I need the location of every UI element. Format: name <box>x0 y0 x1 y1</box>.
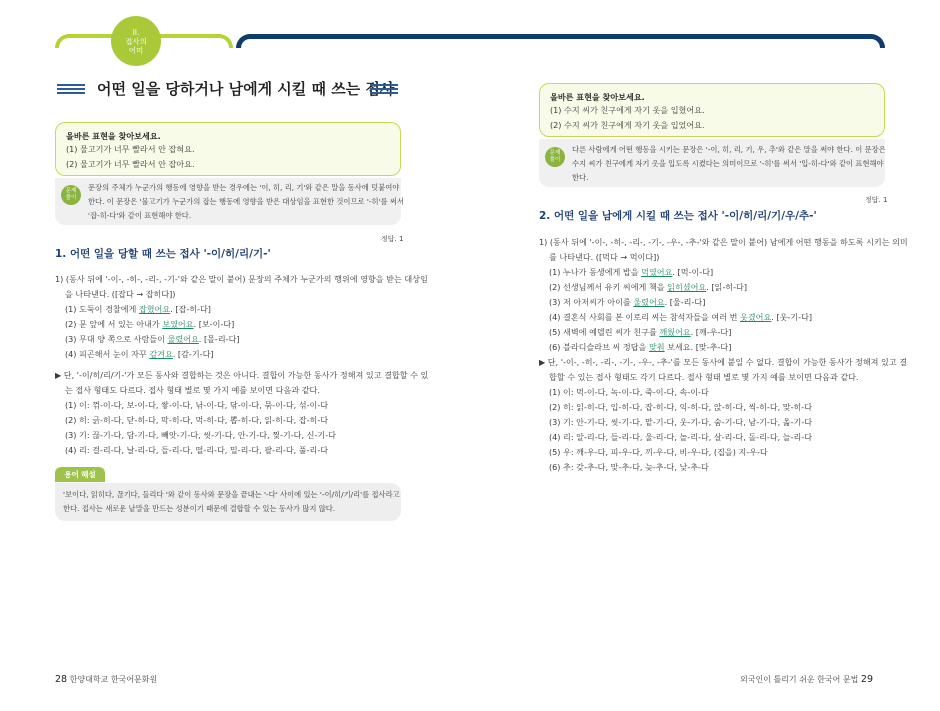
example-text: . [먹-이-다] <box>672 267 714 277</box>
example-item <box>549 325 908 340</box>
form-item: (4) 리: 알-리-다, 들-리-다, 울-리-다, 놀-리-다, 살-리-다, 돌-리-다, 늘-리-다 <box>549 432 813 442</box>
form-item: (2) 히: 읽-히-다, 입-히-다, 잡-히-다, 익-히-다, 앉-히-다, 씩-히-다, 맞-히-다 <box>549 402 813 412</box>
paragraph-line: 1) (동사 뒤에 '-이-, -히-, -리-, -기-'와 같은 말이 붙어) 문장의 주체가 누군가의 행위에 영향을 받는 대상임 <box>55 274 428 284</box>
section-note <box>539 355 907 475</box>
example-item <box>65 332 428 347</box>
footer-text: 한양대학교 한국어문화원 <box>69 675 158 684</box>
example-highlight: 물렸어요 <box>167 334 199 344</box>
glossary-box <box>55 483 401 521</box>
section-body <box>539 235 908 355</box>
example-item <box>549 295 908 310</box>
explanation-line: 다른 사람에게 어떤 행동을 시키는 문장은 '-이, 히, 리, 기, 우, 추'와 같은 말을 써야 한다. 이 문장은 <box>572 145 886 154</box>
example-text: (5) 새벽에 예델린 씨가 친구를 <box>549 327 660 337</box>
section-body <box>55 272 428 362</box>
form-list <box>539 385 907 475</box>
paragraph-line: 을 나타낸다. ([잡다 → 잡히다]) <box>65 289 176 299</box>
tag-text: 문제 <box>549 150 561 156</box>
tag-text: 풀이 <box>549 157 561 163</box>
footer-right <box>740 674 873 685</box>
example-text: . [몰-리-다] <box>198 334 240 344</box>
example-list <box>539 265 908 355</box>
footer-text: 외국인이 틀리기 쉬운 한국어 문법 <box>740 675 859 684</box>
example-text: . [울-리-다] <box>664 297 706 307</box>
title-deco-right <box>370 84 398 94</box>
question-box <box>55 122 401 176</box>
section-title: 1. 어떤 일을 당할 때 쓰는 접사 '-이/히/리/기-' <box>55 248 271 260</box>
explanation-tag <box>545 147 565 167</box>
glossary-line: '보이다, 읽히다, 끊기다, 들리다 '와 같이 동사와 문장을 끝내는 '-다' 사이에 있는 '-이/히/기/리'를 접사라고 <box>63 490 400 499</box>
form-item: (3) 기: 안-기-다, 씻-기-다, 맡-기-다, 웃-기-다, 숨-기-다, 남-기-다, 옮-기-다 <box>549 417 813 427</box>
example-text: . [읽-히-다] <box>706 282 748 292</box>
example-text: (1) 도둑이 경찰에게 <box>65 304 139 314</box>
form-item: (4) 리: 걸-리-다, 날-리-다, 들-리-다, 떨-리-다, 밀-리-다, 팔-리-다, 풀-리-다 <box>65 445 329 455</box>
example-list <box>55 302 428 362</box>
example-highlight: 맞춰 <box>648 342 665 352</box>
example-item <box>65 347 428 362</box>
badge-line: 어미 <box>128 46 144 55</box>
explanation-line: 수지 씨가 친구에게 자기 옷을 입도록 시켰다는 의미이므로 '-히'를 써서 '입-히-다'와 같이 표현해야 <box>572 159 884 168</box>
example-text: . [보-이-다] <box>193 319 235 329</box>
example-highlight: 감겨요 <box>149 349 173 359</box>
example-item <box>549 310 908 325</box>
example-text: (4) 피곤해서 눈이 자꾸 <box>65 349 150 359</box>
paragraph-line: 를 나타낸다. ([먹다 → 먹이다]) <box>549 252 660 262</box>
form-item: (5) 우: 깨-우-다, 피-우-다, 끼-우-다, 비-우-다, (집을) 지-우-다 <box>549 447 768 457</box>
chapter-header-bar-right <box>236 34 885 48</box>
question-option: (2) 수지 씨가 친구에게 자기 옷을 입었어요. <box>550 120 705 130</box>
answer-label: 정답. 1 <box>381 235 404 243</box>
badge-line: 접사의 <box>125 37 147 46</box>
paragraph-line: 는 접사 형태도 다르다. 접사 형태 별로 몇 가지 예를 보이면 다음과 같다. <box>65 385 320 395</box>
form-item: (3) 기: 끊-기-다, 담-기-다, 빼앗-기-다, 씻-기-다, 안-기-다, 찢-기-다, 신-기-다 <box>65 430 336 440</box>
example-text: (2) 선생님께서 유키 씨에게 책을 <box>549 282 668 292</box>
explanation-text <box>572 143 886 185</box>
example-text: (4) 결혼식 사회를 본 이로리 씨는 참석자들을 여러 번 <box>549 312 740 322</box>
example-item <box>549 265 908 280</box>
paragraph-line: 1) (동사 뒤에 '-이-, -히-, -리-, -기-, -우-, -추-'와 같은 말이 붙어) 남에게 어떤 행동을 하도록 시키는 의미 <box>539 237 908 247</box>
example-highlight: 먹였어요 <box>641 267 673 277</box>
example-text: (3) 무대 양 쪽으로 사람들이 <box>65 334 168 344</box>
answer-label: 정답. 1 <box>865 196 888 204</box>
example-text: (2) 문 앞에 서 있는 아내가 <box>65 319 163 329</box>
glossary-tab: 용어 해설 <box>55 467 105 482</box>
paragraph-line: ▶ 단, '-이-, -히-, -리-, -기-, -우-, -추-'를 모든 동사에 붙일 수 없다. 결합이 가능한 동사가 정해져 있고 결 <box>539 357 908 367</box>
explanation-line: 한다. <box>572 173 589 182</box>
form-item: (1) 이: 꺾-이-다, 보-이-다, 쌓-이-다, 낚-이-다, 닦-이-다, 묶-이-다, 섞-이-다 <box>65 400 329 410</box>
tag-text: 풀이 <box>65 195 77 201</box>
example-highlight: 보였어요 <box>162 319 194 329</box>
explanation-line: 한다. 이 문장은 '물고기가 누군가의 잡는 행동에 영향을 받은 대상임을 표현한 것이므로 '-히'를 써서 <box>88 197 405 206</box>
footer-left <box>55 674 157 685</box>
question-title: 올바른 표현을 찾아보세요. <box>550 92 645 102</box>
explanation-line: 문장의 주체가 누군가의 행동에 영향을 받는 경우에는 '이, 히, 리, 기'와 같은 말을 동사에 덧붙여야 <box>88 183 400 192</box>
question-box <box>539 83 885 137</box>
page-title: 어떤 일을 당하거나 남에게 시킬 때 쓰는 접사 <box>97 80 395 98</box>
example-text: (3) 저 아저씨가 아이를 <box>549 297 634 307</box>
title-deco-left <box>57 84 85 94</box>
example-item <box>65 317 428 332</box>
example-highlight: 깨웠어요 <box>659 327 691 337</box>
example-highlight: 잡혔어요 <box>138 304 171 314</box>
explanation-tag <box>61 185 81 205</box>
example-highlight: 울렸어요 <box>633 297 665 307</box>
example-text: . [잡-히-다] <box>170 304 211 314</box>
page-number: 28 <box>55 674 68 685</box>
chapter-badge <box>111 16 161 66</box>
example-text: . [감-기-다] <box>172 349 214 359</box>
form-list <box>55 398 428 458</box>
example-highlight: 웃겼어요 <box>740 312 772 322</box>
question-option: (2) 물고기가 너무 빨라서 안 잡아요. <box>66 159 195 169</box>
explanation-text <box>88 181 404 223</box>
glossary-line: 한다. 접사는 새로운 낱말을 만드는 성분이기 때문에 결합할 수 있는 동사가 많지 않다. <box>63 504 336 513</box>
example-text: (1) 누나가 동생에게 밥을 <box>549 267 642 277</box>
example-text: . [웃-기-다] <box>771 312 813 322</box>
example-highlight: 읽히셨어요 <box>667 282 707 292</box>
question-title: 올바른 표현을 찾아보세요. <box>66 131 161 141</box>
section-title: 2. 어떤 일을 남에게 시킬 때 쓰는 접사 '-이/히/리/기/우/추-' <box>539 210 817 222</box>
example-text: 보세요. [맞-추-다] <box>664 342 732 352</box>
paragraph-line: 합할 수 있는 접사 형태도 각기 다르다. 접사 형태 별로 몇 가지 예를 보이면 다음과 같다. <box>549 372 859 382</box>
example-item <box>549 340 908 355</box>
example-text: . [깨-우-다] <box>690 327 732 337</box>
paragraph-line: ▶ 단, '-이/히/리/기-'가 모든 동사와 결합하는 것은 아니다. 결합이 가능한 동사가 정해져 있고 결합할 수 있 <box>55 370 429 380</box>
form-item: (6) 추: 갖-추-다, 맞-추-다, 늦-추-다, 낮-추-다 <box>549 462 709 472</box>
section-note <box>55 368 428 458</box>
badge-line: II. <box>132 28 140 37</box>
form-item: (2) 히: 긁-히-다, 닫-히-다, 막-히-다, 먹-히-다, 뽑-히-다, 읽-히-다, 잡-히-다 <box>65 415 329 425</box>
question-option: (1) 수지 씨가 친구에게 자기 옷을 입혔어요. <box>550 105 705 115</box>
question-option: (1) 물고기가 너무 빨라서 안 잡혀요. <box>66 144 195 154</box>
tag-text: 문제 <box>65 188 77 194</box>
explanation-line: '잡-히-다'와 같이 표현해야 한다. <box>88 211 192 220</box>
example-item <box>65 302 428 317</box>
example-item <box>549 280 908 295</box>
form-item: (1) 이: 먹-이-다, 녹-이-다, 죽-이-다, 속-이-다 <box>549 387 709 397</box>
page-number: 29 <box>860 674 874 685</box>
example-text: (6) 블라디슬라브 씨 정답을 <box>549 342 649 352</box>
